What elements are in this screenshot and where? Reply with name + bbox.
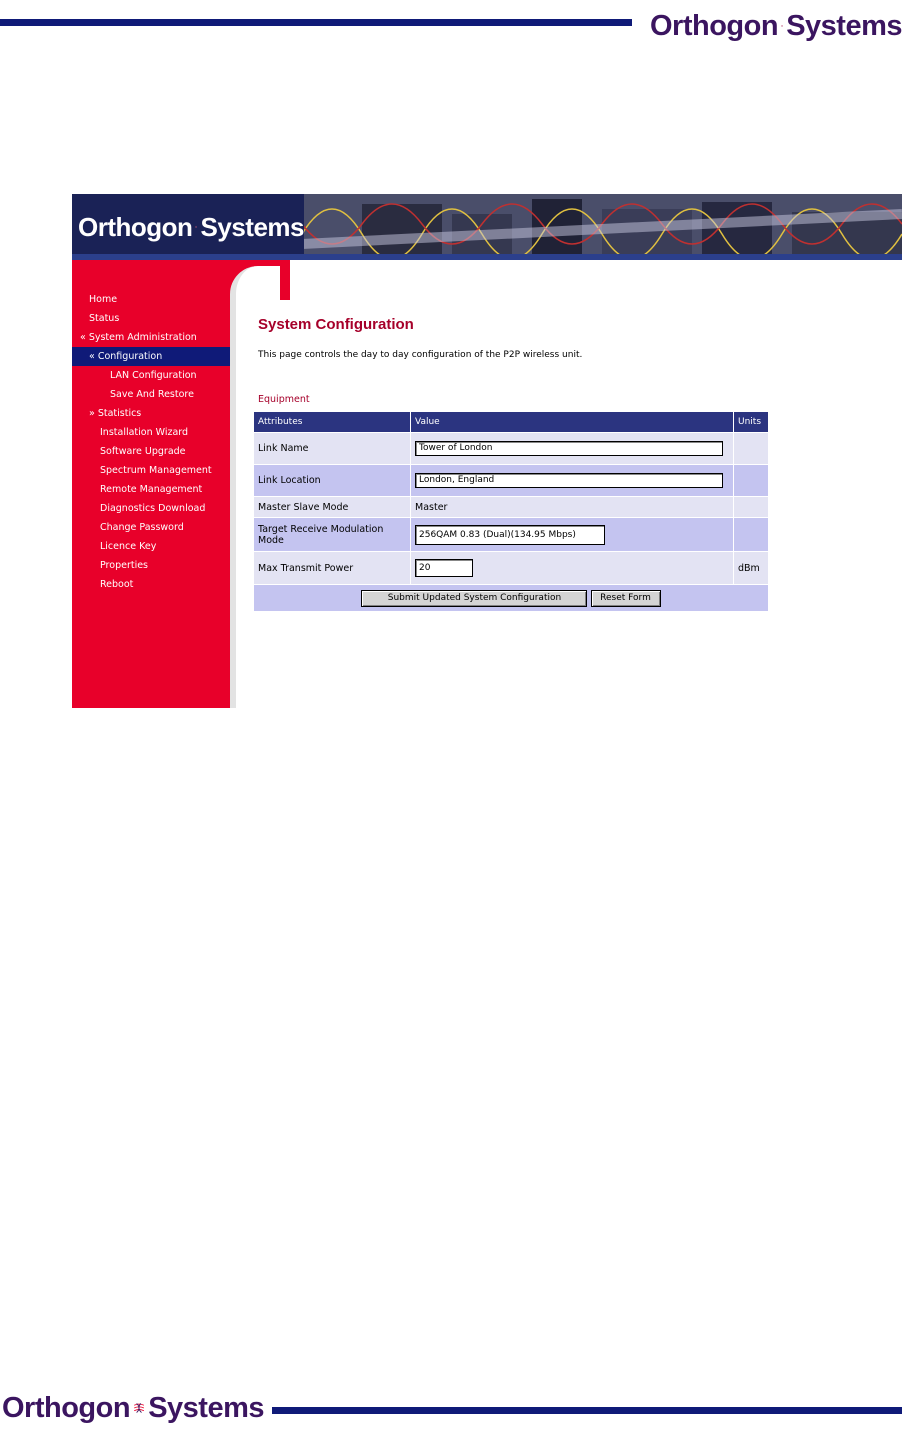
nav-software-upgrade[interactable]: Software Upgrade	[100, 446, 186, 457]
nav-system-administration[interactable]: « System Administration	[80, 332, 197, 343]
link-location-input[interactable]	[415, 473, 723, 488]
table-header-row	[254, 412, 768, 432]
link-name-label: Link Name	[254, 433, 410, 464]
target-modulation-input[interactable]	[415, 525, 605, 545]
banner-logo-right: Systems	[200, 211, 304, 242]
max-tx-power-cell	[411, 552, 733, 584]
header-units: Units	[734, 412, 768, 432]
nav-save-and-restore[interactable]: Save And Restore	[110, 389, 194, 400]
page-header-rule	[0, 19, 632, 26]
banner-logo-left: Orthogon	[78, 211, 193, 242]
nav-statistics[interactable]: » Statistics	[89, 408, 142, 419]
page-description: This page controls the day to day configuration of the P2P wireless unit.	[258, 350, 583, 360]
table-row	[254, 433, 768, 464]
nav-properties[interactable]: Properties	[100, 560, 149, 571]
nav-licence-key[interactable]: Licence Key	[100, 541, 157, 552]
master-slave-units	[734, 497, 768, 517]
target-modulation-units	[734, 518, 768, 551]
nav-remote-management[interactable]: Remote Management	[100, 484, 203, 495]
config-table	[253, 411, 769, 612]
max-tx-power-label: Max Transmit Power	[254, 552, 410, 584]
page-footer-logo	[2, 1386, 264, 1430]
master-slave-label: Master Slave Mode	[254, 497, 410, 517]
master-slave-value: Master	[411, 497, 733, 517]
max-tx-power-input[interactable]	[415, 559, 473, 577]
logo-swirl-icon	[781, 7, 783, 45]
submit-config-button[interactable]: Submit Updated System Configuration	[361, 590, 587, 607]
sidebar-nav	[72, 290, 230, 594]
link-name-cell	[411, 433, 733, 464]
table-row	[254, 552, 768, 584]
banner-logo	[72, 194, 304, 260]
table-row	[254, 497, 768, 517]
logo-text-right: Systems	[786, 9, 902, 42]
target-modulation-label: Target Receive Modulation Mode	[254, 518, 410, 551]
footer-logo-swirl-icon	[133, 1389, 145, 1427]
header-attributes: Attributes	[254, 412, 410, 432]
banner	[72, 194, 902, 260]
nav-lan-configuration[interactable]: LAN Configuration	[110, 370, 197, 381]
page-header-logo	[650, 4, 902, 48]
button-row	[254, 585, 768, 611]
web-ui-screenshot	[72, 194, 902, 708]
nav-installation-wizard[interactable]: Installation Wizard	[100, 427, 189, 438]
nav-change-password[interactable]: Change Password	[100, 522, 184, 533]
link-name-units	[734, 433, 768, 464]
header-value: Value	[411, 412, 733, 432]
nav-status[interactable]: Status	[89, 313, 120, 324]
banner-logo-swirl-icon	[195, 211, 197, 243]
page-footer-rule	[272, 1407, 902, 1414]
footer-logo-text-left: Orthogon	[2, 1391, 131, 1424]
nav-reboot[interactable]: Reboot	[100, 579, 134, 590]
link-location-units	[734, 465, 768, 496]
nav-configuration[interactable]: « Configuration	[72, 347, 230, 366]
banner-city-photo	[302, 194, 902, 260]
logo-text-left: Orthogon	[650, 9, 779, 42]
nav-diagnostics-download[interactable]: Diagnostics Download	[100, 503, 206, 514]
target-modulation-cell	[411, 518, 733, 551]
button-cell	[254, 585, 768, 611]
link-location-cell	[411, 465, 733, 496]
link-location-label: Link Location	[254, 465, 410, 496]
nav-home[interactable]: Home	[89, 294, 118, 305]
section-title: Equipment	[258, 394, 310, 405]
main-content	[258, 260, 902, 708]
page-title: System Configuration	[258, 316, 414, 333]
table-row	[254, 465, 768, 496]
table-row	[254, 518, 768, 551]
max-tx-power-units: dBm	[734, 552, 768, 584]
reset-form-button[interactable]: Reset Form	[591, 590, 661, 607]
link-name-input[interactable]	[415, 441, 723, 456]
nav-spectrum-management[interactable]: Spectrum Management	[100, 465, 212, 476]
footer-logo-text-right: Systems	[148, 1391, 264, 1424]
